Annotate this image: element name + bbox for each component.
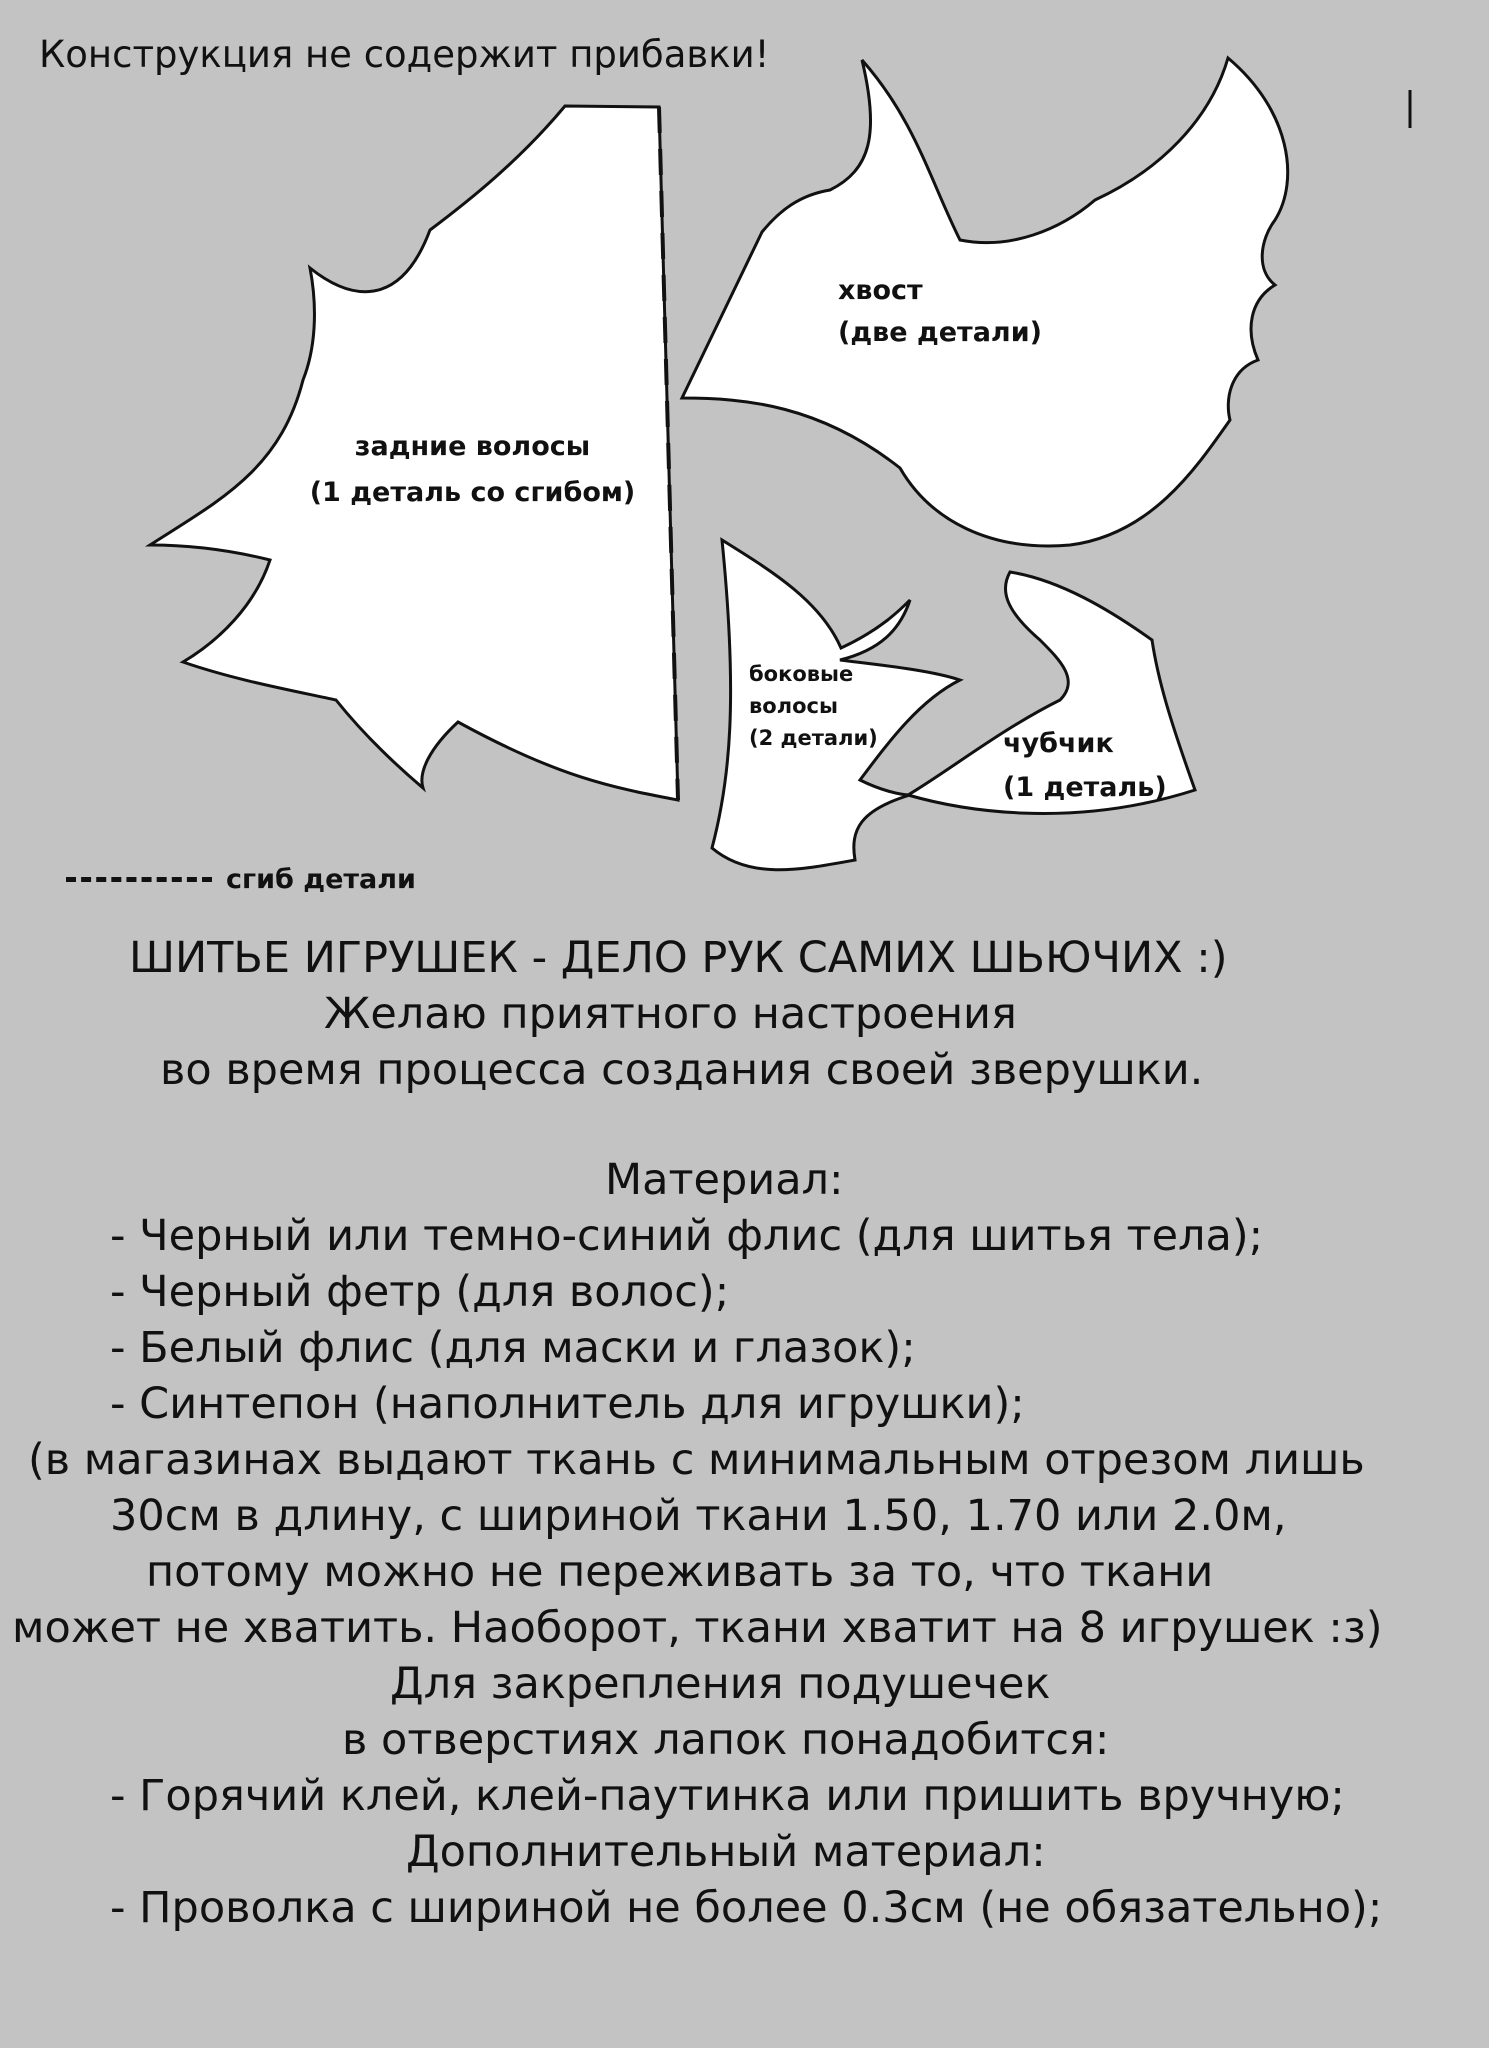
material-1: - Черный или темно-синий флис (для шитья тела);: [110, 1211, 1264, 1261]
back-hair-name: задние волосы: [354, 431, 591, 462]
pads-line-2: в отверстиях лапок понадобится:: [342, 1715, 1110, 1765]
note-line-2: 30см в длину, с шириной ткани 1.50, 1.70 или 2.0м,: [110, 1491, 1287, 1541]
note-line-1: (в магазинах выдают ткань с минимальным отрезом лишь: [28, 1435, 1365, 1485]
wish-line-1: Желаю приятного настроения: [324, 989, 1017, 1039]
construction-note: Конструкция не содержит прибавки!: [39, 33, 770, 76]
fold-legend-label: сгиб детали: [226, 864, 416, 895]
tail-count: (две детали): [838, 317, 1042, 348]
side-hair-name-1: боковые: [749, 662, 854, 686]
tuft-name: чубчик: [1003, 728, 1114, 759]
tail-label: [838, 270, 1042, 354]
wish-line-2: во время процесса создания своей зверушки.: [160, 1045, 1204, 1095]
tuft-label: [1003, 722, 1167, 810]
glue-line: - Горячий клей, клей-паутинка или пришить вручную;: [110, 1771, 1345, 1821]
materials-title: Материал:: [605, 1155, 844, 1205]
material-3: - Белый флис (для маски и глазок);: [110, 1323, 916, 1373]
tuft-count: (1 деталь): [1003, 772, 1167, 803]
extra-title: Дополнительный материал:: [406, 1827, 1046, 1877]
fold-legend: [66, 864, 416, 895]
dashed-line-icon: [66, 877, 212, 882]
pads-line-1: Для закрепления подушечек: [390, 1659, 1051, 1709]
back-hair-count: (1 деталь со сгибом): [309, 477, 636, 508]
note-line-4: может не хватить. Наоборот, ткани хватит на 8 игрушек :з): [12, 1603, 1383, 1653]
wire-line: - Проволка с шириной не более 0.3см (не обязательно);: [110, 1883, 1383, 1933]
side-hair-label: [749, 658, 878, 754]
material-4: - Синтепон (наполнитель для игрушки);: [110, 1379, 1025, 1429]
back-hair-label: [285, 424, 660, 516]
headline: ШИТЬЕ ИГРУШЕК - ДЕЛО РУК САМИХ ШЬЮЧИХ :): [129, 933, 1228, 983]
side-hair-count: (2 детали): [749, 726, 878, 750]
tail-name: хвост: [838, 275, 923, 306]
note-line-3: потому можно не переживать за то, что ткани: [146, 1547, 1214, 1597]
material-2: - Черный фетр (для волос);: [110, 1267, 730, 1317]
side-hair-name-2: волосы: [749, 694, 838, 718]
